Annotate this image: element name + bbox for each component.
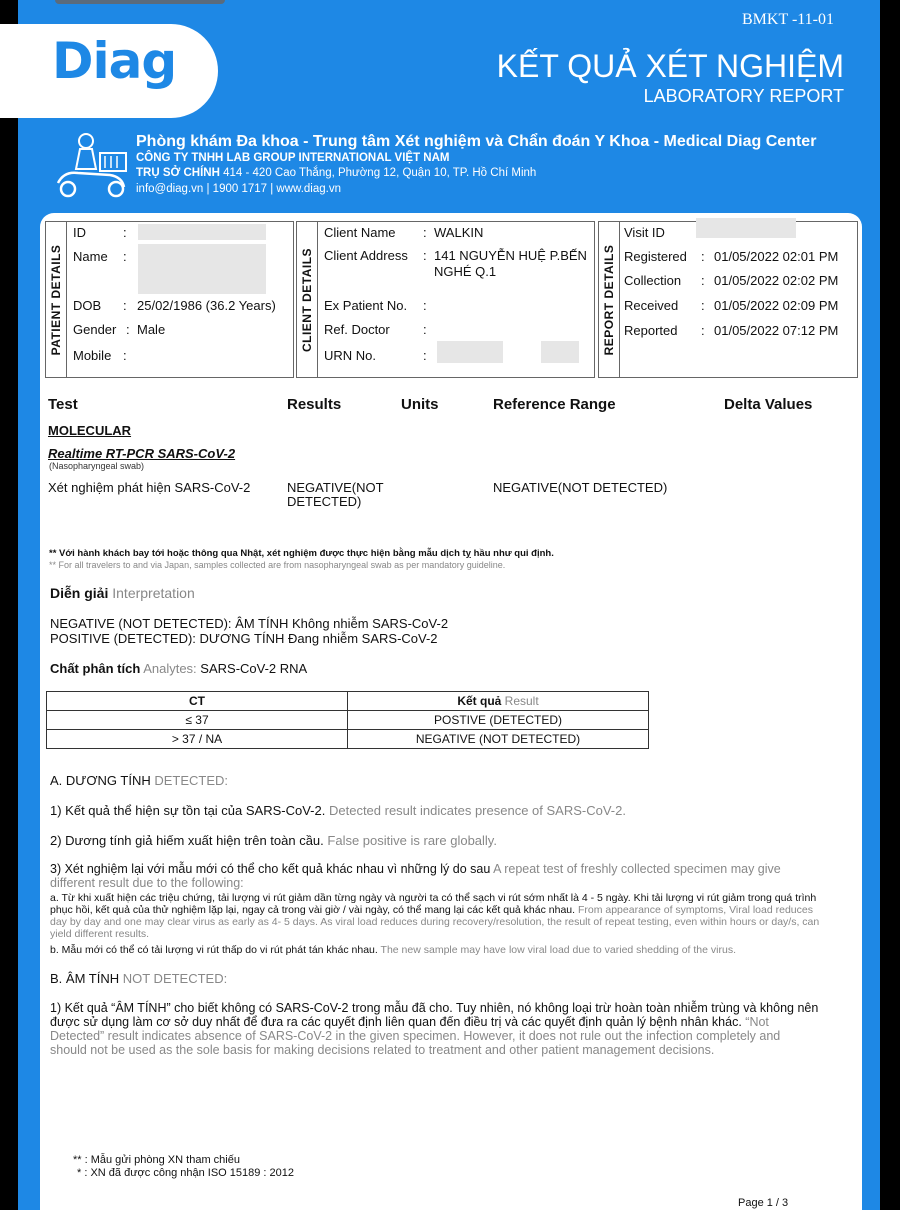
- report-subtitle: LABORATORY REPORT: [643, 86, 844, 106]
- window-handle: [55, 0, 225, 4]
- col-reference: Reference Range: [493, 396, 616, 413]
- ct-table-header: [47, 692, 649, 711]
- patient-gender-label: Gender: [73, 322, 117, 337]
- registered-value: 01/05/2022 02:01 PM: [714, 249, 839, 264]
- result-col: Kết quả Result: [348, 692, 649, 711]
- delivery-scooter-icon: [52, 133, 136, 199]
- clinic-company: CÔNG TY TNHH LAB GROUP INTERNATIONAL VIỆT NAM: [136, 152, 450, 164]
- clinic-contact: info@diag.vn | 1900 1717 | www.diag.vn: [136, 183, 341, 195]
- test-result-line1: NEGATIVE(NOT: [287, 480, 384, 495]
- analytes: Chất phân tích Analytes: SARS-CoV-2 RNA: [50, 661, 308, 676]
- col-units: Units: [401, 396, 439, 413]
- diag-logo: Diag: [52, 32, 177, 90]
- reported-value: 01/05/2022 07:12 PM: [714, 323, 839, 338]
- clinic-name: Phòng khám Đa khoa - Trung tâm Xét nghiệm và Chẩn đoán Y Khoa - Medical Diag Center: [136, 133, 817, 150]
- table-row: [47, 730, 649, 749]
- test-row-name: Xét nghiệm phát hiện SARS-CoV-2: [48, 480, 251, 495]
- col-results: Results: [287, 396, 342, 413]
- colon: :: [701, 273, 705, 288]
- patient-id-label: ID: [73, 225, 86, 240]
- section-b-title: B. ÂM TÍNH NOT DETECTED:: [50, 971, 228, 986]
- interpretation-positive: POSITIVE (DETECTED): DƯƠNG TÍNH Đang nhiễm SARS-CoV-2: [50, 631, 438, 646]
- test-result-line2: DETECTED): [287, 494, 362, 509]
- received-value: 01/05/2022 02:09 PM: [714, 298, 839, 313]
- urn-redacted-1: [437, 341, 503, 363]
- section-b-p1: 1) Kết quả “ÂM TÍNH” cho biết không có SARS-CoV-2 trong mẫu đã cho. Tuy nhiên, nó không loại trừ hoàn toàn nhiễm trùng và không nên được sử dụng làm cơ sở duy nhất để đưa ra các quyết định liên quan đến điều trị và các quyết định quản lý bệnh nhân khác. “Not Detected” result indicates absence of SARS-CoV-2 in the given specimen. However, it does not rule out the infection completely and should not be used as the sole basis for making decisions related to treatment and other patient management decisions.: [50, 1001, 819, 1057]
- patient-mobile-label: Mobile: [73, 348, 112, 363]
- report-details-label: REPORT DETAILS: [599, 222, 620, 377]
- footnote-1: ** : Mẫu gửi phòng XN tham chiếu: [73, 1154, 240, 1166]
- table-row: [47, 711, 649, 730]
- client-name-label: Client Name: [324, 225, 396, 240]
- section-a-p2: 2) Dương tính giả hiếm xuất hiện trên toàn cầu. False positive is rare globally.: [50, 833, 497, 848]
- report-title: KẾT QUẢ XÉT NGHIỆM: [496, 48, 844, 84]
- patient-dob-label: DOB: [73, 298, 102, 313]
- footnote-2: * : XN đã được công nhận ISO 15189 : 2012: [77, 1167, 294, 1179]
- note-en: ** For all travelers to and via Japan, samples collected are from nasopharyngeal swab as per mandatory guideline.: [49, 560, 506, 570]
- collection-value: 01/05/2022 02:02 PM: [714, 273, 839, 288]
- patient-dob-value: 25/02/1986 (36.2 Years): [137, 298, 276, 313]
- colon: :: [423, 322, 427, 337]
- interpretation-title: Diễn giải Interpretation: [50, 585, 195, 601]
- ct-result: NEGATIVE (NOT DETECTED): [348, 730, 649, 749]
- interpretation-negative: NEGATIVE (NOT DETECTED): ÂM TÍNH Không nhiễm SARS-CoV-2: [50, 616, 449, 631]
- report-details-box: [598, 221, 858, 378]
- urn-label: URN No.: [324, 348, 377, 363]
- ct-table: [46, 691, 649, 749]
- ct-value: > 37 / NA: [47, 730, 348, 749]
- patient-gender-value: Male: [137, 322, 166, 337]
- col-test: Test: [48, 396, 78, 413]
- section-a-pb: b. Mẫu mới có thể có tải lượng vi rút thấp do vi rút phát tán khác nhau. The new sample may have low viral load due to varied shedding of the virus.: [50, 944, 736, 956]
- ct-result: POSTIVE (DETECTED): [348, 711, 649, 730]
- page-indicator: Page 1 / 3: [738, 1197, 789, 1209]
- patient-name-label: Name: [73, 249, 108, 264]
- urn-redacted-2: [541, 341, 579, 363]
- client-address-label: Client Address: [324, 248, 408, 263]
- col-delta: Delta Values: [724, 396, 813, 413]
- section-a-title: A. DƯƠNG TÍNH DETECTED:: [50, 773, 229, 788]
- colon: :: [126, 322, 130, 337]
- note-vi: ** Với hành khách bay tới hoặc thông qua Nhật, xét nghiệm được thực hiện bằng mẫu dịch tỵ hầu như qui định.: [49, 548, 554, 559]
- client-details-box: [296, 221, 595, 378]
- section-a-p1: 1) Kết quả thể hiện sự tồn tại của SARS-CoV-2. Detected result indicates presence of SARS-CoV-2.: [50, 803, 626, 818]
- received-label: Received: [624, 298, 679, 313]
- ref-doctor-label: Ref. Doctor: [324, 322, 390, 337]
- colon: :: [123, 348, 127, 363]
- test-name: Realtime RT-PCR SARS-CoV-2: [48, 446, 236, 461]
- client-address-line1: 141 NGUYỄN HUỆ P.BẾN: [434, 248, 587, 263]
- patient-details-box: [45, 221, 294, 378]
- colon: :: [701, 298, 705, 313]
- client-details-label: CLIENT DETAILS: [297, 222, 318, 377]
- test-reference: NEGATIVE(NOT DETECTED): [493, 480, 668, 495]
- patient-details-label: PATIENT DETAILS: [46, 222, 67, 377]
- patient-id-redacted: [138, 224, 266, 240]
- ct-col: CT: [47, 692, 348, 711]
- colon: :: [423, 348, 427, 363]
- form-code: BMKT -11-01: [742, 11, 834, 28]
- colon: :: [423, 298, 427, 313]
- colon: :: [123, 225, 127, 240]
- collection-label: Collection: [624, 273, 682, 288]
- ex-patient-label: Ex Patient No.: [324, 298, 408, 313]
- patient-name-redacted: [138, 244, 266, 294]
- section-molecular: MOLECULAR: [48, 423, 132, 438]
- colon: :: [123, 298, 127, 313]
- ct-value: ≤ 37: [47, 711, 348, 730]
- client-name-value: WALKIN: [434, 225, 484, 240]
- section-a-pa: a. Từ khi xuất hiện các triệu chứng, tải lượng vi rút giảm dần từng ngày và người ta có thể sạch vi rút sớm nhất là 4 - 5 ngày. Khi tải lượng vi rút giảm trong quá trình phục hồi, kết quả của thử nghiệm lặp lại, ngay cả trong vài giờ / vài ngày, có thể mang lại các kết quả khác nhau. From appearance of symptoms, Viral load reduces day by day and one may clear virus as early as 4- 5 days. As viral load reduces during recovery/resolution, the result of repeat testing, even within hours or day/s, can yield different results.: [50, 892, 820, 940]
- registered-label: Registered: [624, 249, 687, 264]
- visit-id-label: Visit ID: [624, 225, 665, 240]
- section-a-p3: 3) Xét nghiệm lại với mẫu mới có thể cho kết quả khác nhau vì những lý do sau A repeat test of freshly collected specimen may give different result due to the following:: [50, 862, 781, 890]
- colon: :: [701, 249, 705, 264]
- clinic-address: TRỤ SỞ CHÍNH 414 - 420 Cao Thắng, Phường 12, Quận 10, TP. Hồ Chí Minh: [136, 167, 537, 179]
- visit-id-redacted: [696, 218, 796, 238]
- colon: :: [423, 225, 427, 240]
- client-address-line2: NGHÉ Q.1: [434, 264, 497, 279]
- colon: :: [123, 249, 127, 264]
- reported-label: Reported: [624, 323, 678, 338]
- test-sample: (Nasopharyngeal swab): [49, 461, 145, 471]
- colon: :: [701, 323, 705, 338]
- colon: :: [423, 248, 427, 263]
